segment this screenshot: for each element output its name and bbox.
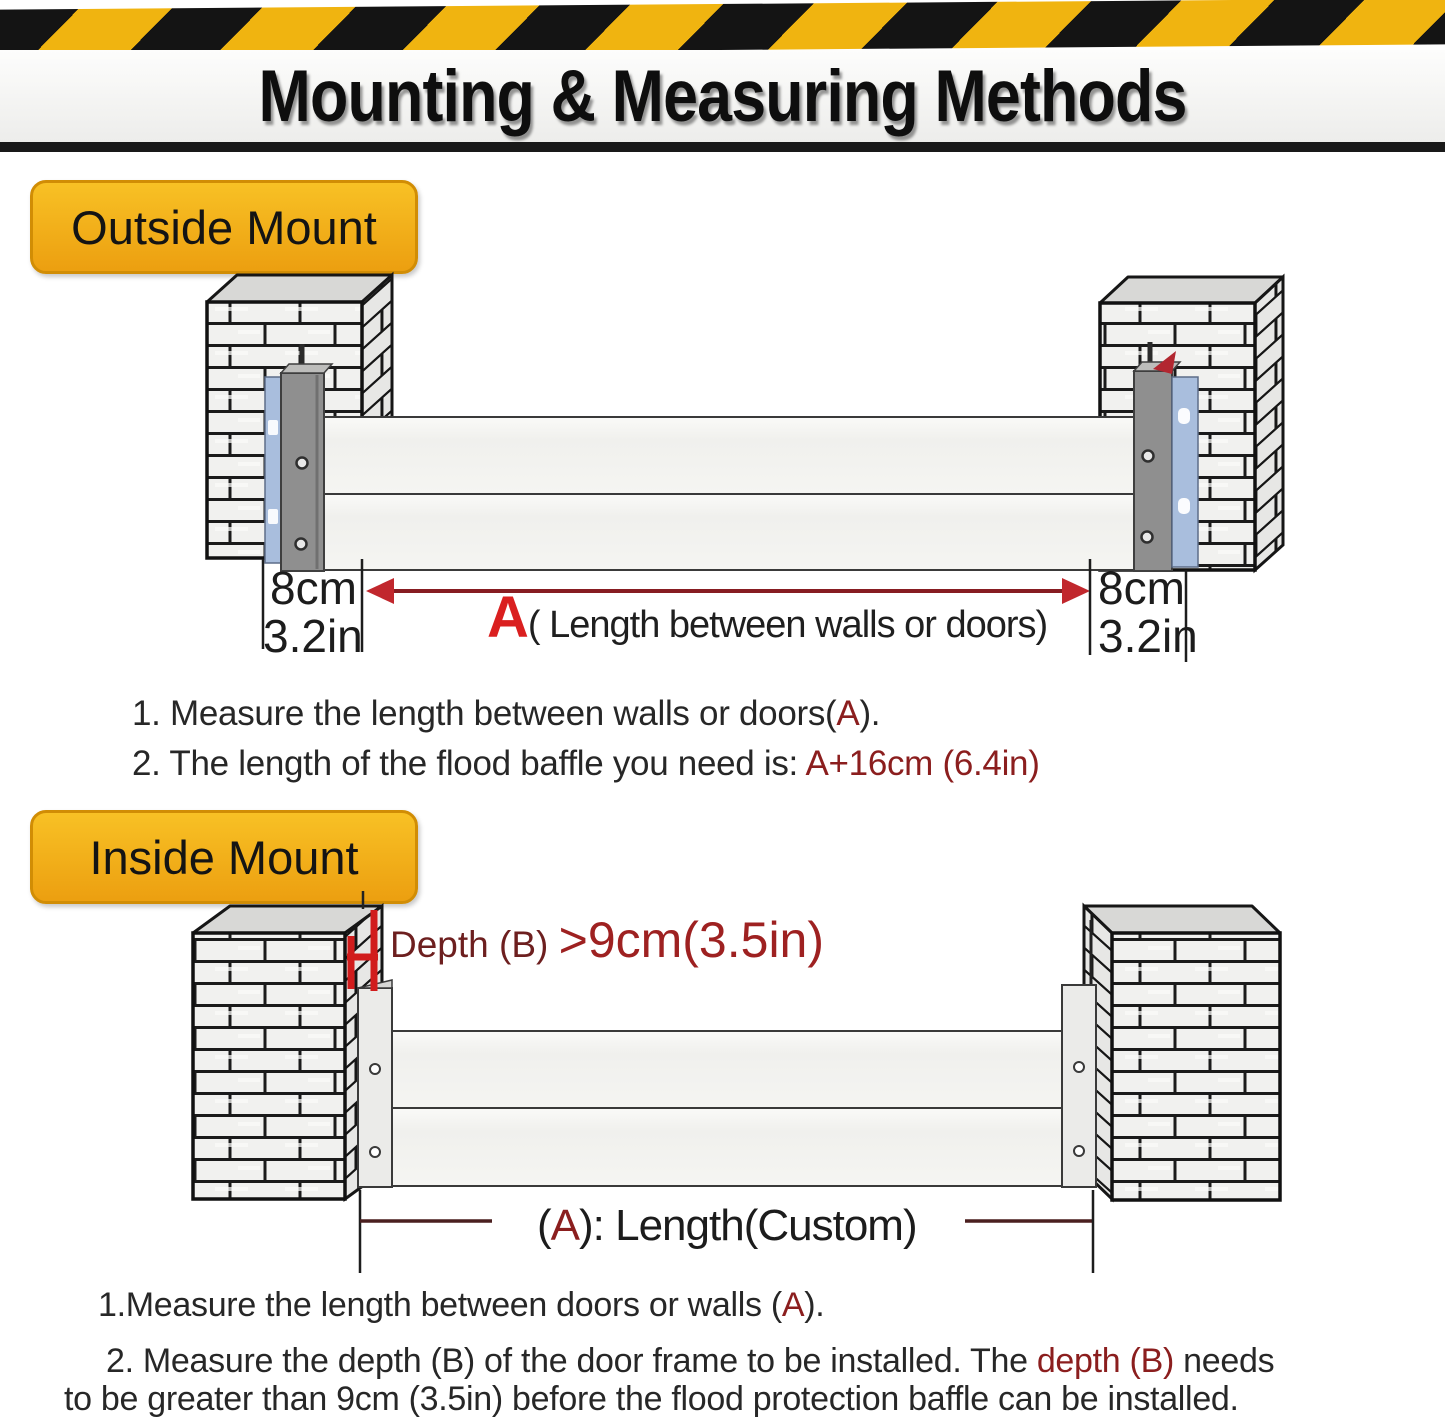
inside-mount-label: Inside Mount xyxy=(30,810,418,904)
mounting-channel-right xyxy=(1134,342,1198,571)
depth-label: Depth (B) >9cm(3.5in) xyxy=(390,912,825,968)
span-letter: A xyxy=(487,585,528,650)
pillar-front-face xyxy=(193,933,345,1199)
flood-barrier xyxy=(392,1031,1062,1186)
header-divider xyxy=(0,142,1445,152)
seal-chip xyxy=(268,509,278,524)
channel-body xyxy=(1134,371,1172,571)
pillar-front-face xyxy=(1112,933,1280,1200)
screw-hole xyxy=(1074,1146,1084,1156)
title-band xyxy=(0,50,1445,142)
screw-hole xyxy=(1143,451,1154,462)
screw-hole xyxy=(1074,1062,1084,1072)
span-caption: A( Length between walls or doors) xyxy=(487,585,1048,650)
barrier-panel-bottom xyxy=(392,1108,1062,1186)
seal-strip xyxy=(265,377,281,563)
pillar-top-face xyxy=(1084,906,1280,933)
outside-mount-label: Outside Mount xyxy=(30,180,418,274)
inside-step-1: 1.Measure the length between doors or walls (A). xyxy=(98,1286,825,1324)
brick-pillar-right xyxy=(1084,906,1280,1200)
mounting-bracket-left xyxy=(358,980,392,1187)
outside-measurements xyxy=(263,559,1198,662)
page-title: Mounting & Measuring Methods xyxy=(258,55,1187,137)
offset-right-inch: 3.2in xyxy=(1098,610,1198,662)
barrier-panel-bottom xyxy=(322,494,1144,570)
arrow-head-left-icon xyxy=(366,578,394,604)
flood-barrier xyxy=(322,417,1144,570)
seal-strip xyxy=(1172,377,1198,567)
seal-chip xyxy=(1178,498,1190,514)
outside-step-2: 2. The length of the flood baffle you need is: A+16cm (6.4in) xyxy=(132,744,1040,783)
seal-chip xyxy=(268,420,278,435)
screw-hole xyxy=(296,539,307,550)
offset-left-cm: 8cm xyxy=(270,562,357,614)
screw-hole xyxy=(1142,532,1153,543)
mounting-bracket-right xyxy=(1062,920,1096,1187)
screw-hole xyxy=(370,1147,380,1157)
outside-mount-diagram xyxy=(0,255,1445,690)
mounting-channel-left xyxy=(265,344,332,571)
caution-header xyxy=(0,0,1445,154)
inside-measurements xyxy=(360,1190,1093,1273)
barrier-panel-top xyxy=(322,417,1144,494)
outside-step-1: 1. Measure the length between walls or doors(A). xyxy=(132,694,881,733)
arrow-head-right-icon xyxy=(1062,578,1090,604)
inside-step-2: 2. Measure the depth (B) of the door frame to be installed. The depth (B) needs xyxy=(106,1342,1275,1380)
seal-chip xyxy=(1178,408,1190,424)
pillar-side-face xyxy=(1255,277,1283,570)
inside-mount-diagram xyxy=(0,890,1445,1290)
offset-left-inch: 3.2in xyxy=(263,610,363,662)
pillar-top-face xyxy=(207,275,392,302)
screw-hole xyxy=(370,1064,380,1074)
pillar-top-face xyxy=(1100,277,1283,303)
caution-stripes xyxy=(0,0,1445,56)
channel-top-face xyxy=(281,364,332,373)
barrier-panel-top xyxy=(392,1031,1062,1108)
inside-step-2-cont: to be greater than 9cm (3.5in) before the flood protection baffle can be installed. xyxy=(64,1380,1239,1418)
offset-right-cm: 8cm xyxy=(1098,562,1185,614)
length-caption: (A): Length(Custom) xyxy=(537,1201,917,1250)
screw-hole xyxy=(297,458,308,469)
